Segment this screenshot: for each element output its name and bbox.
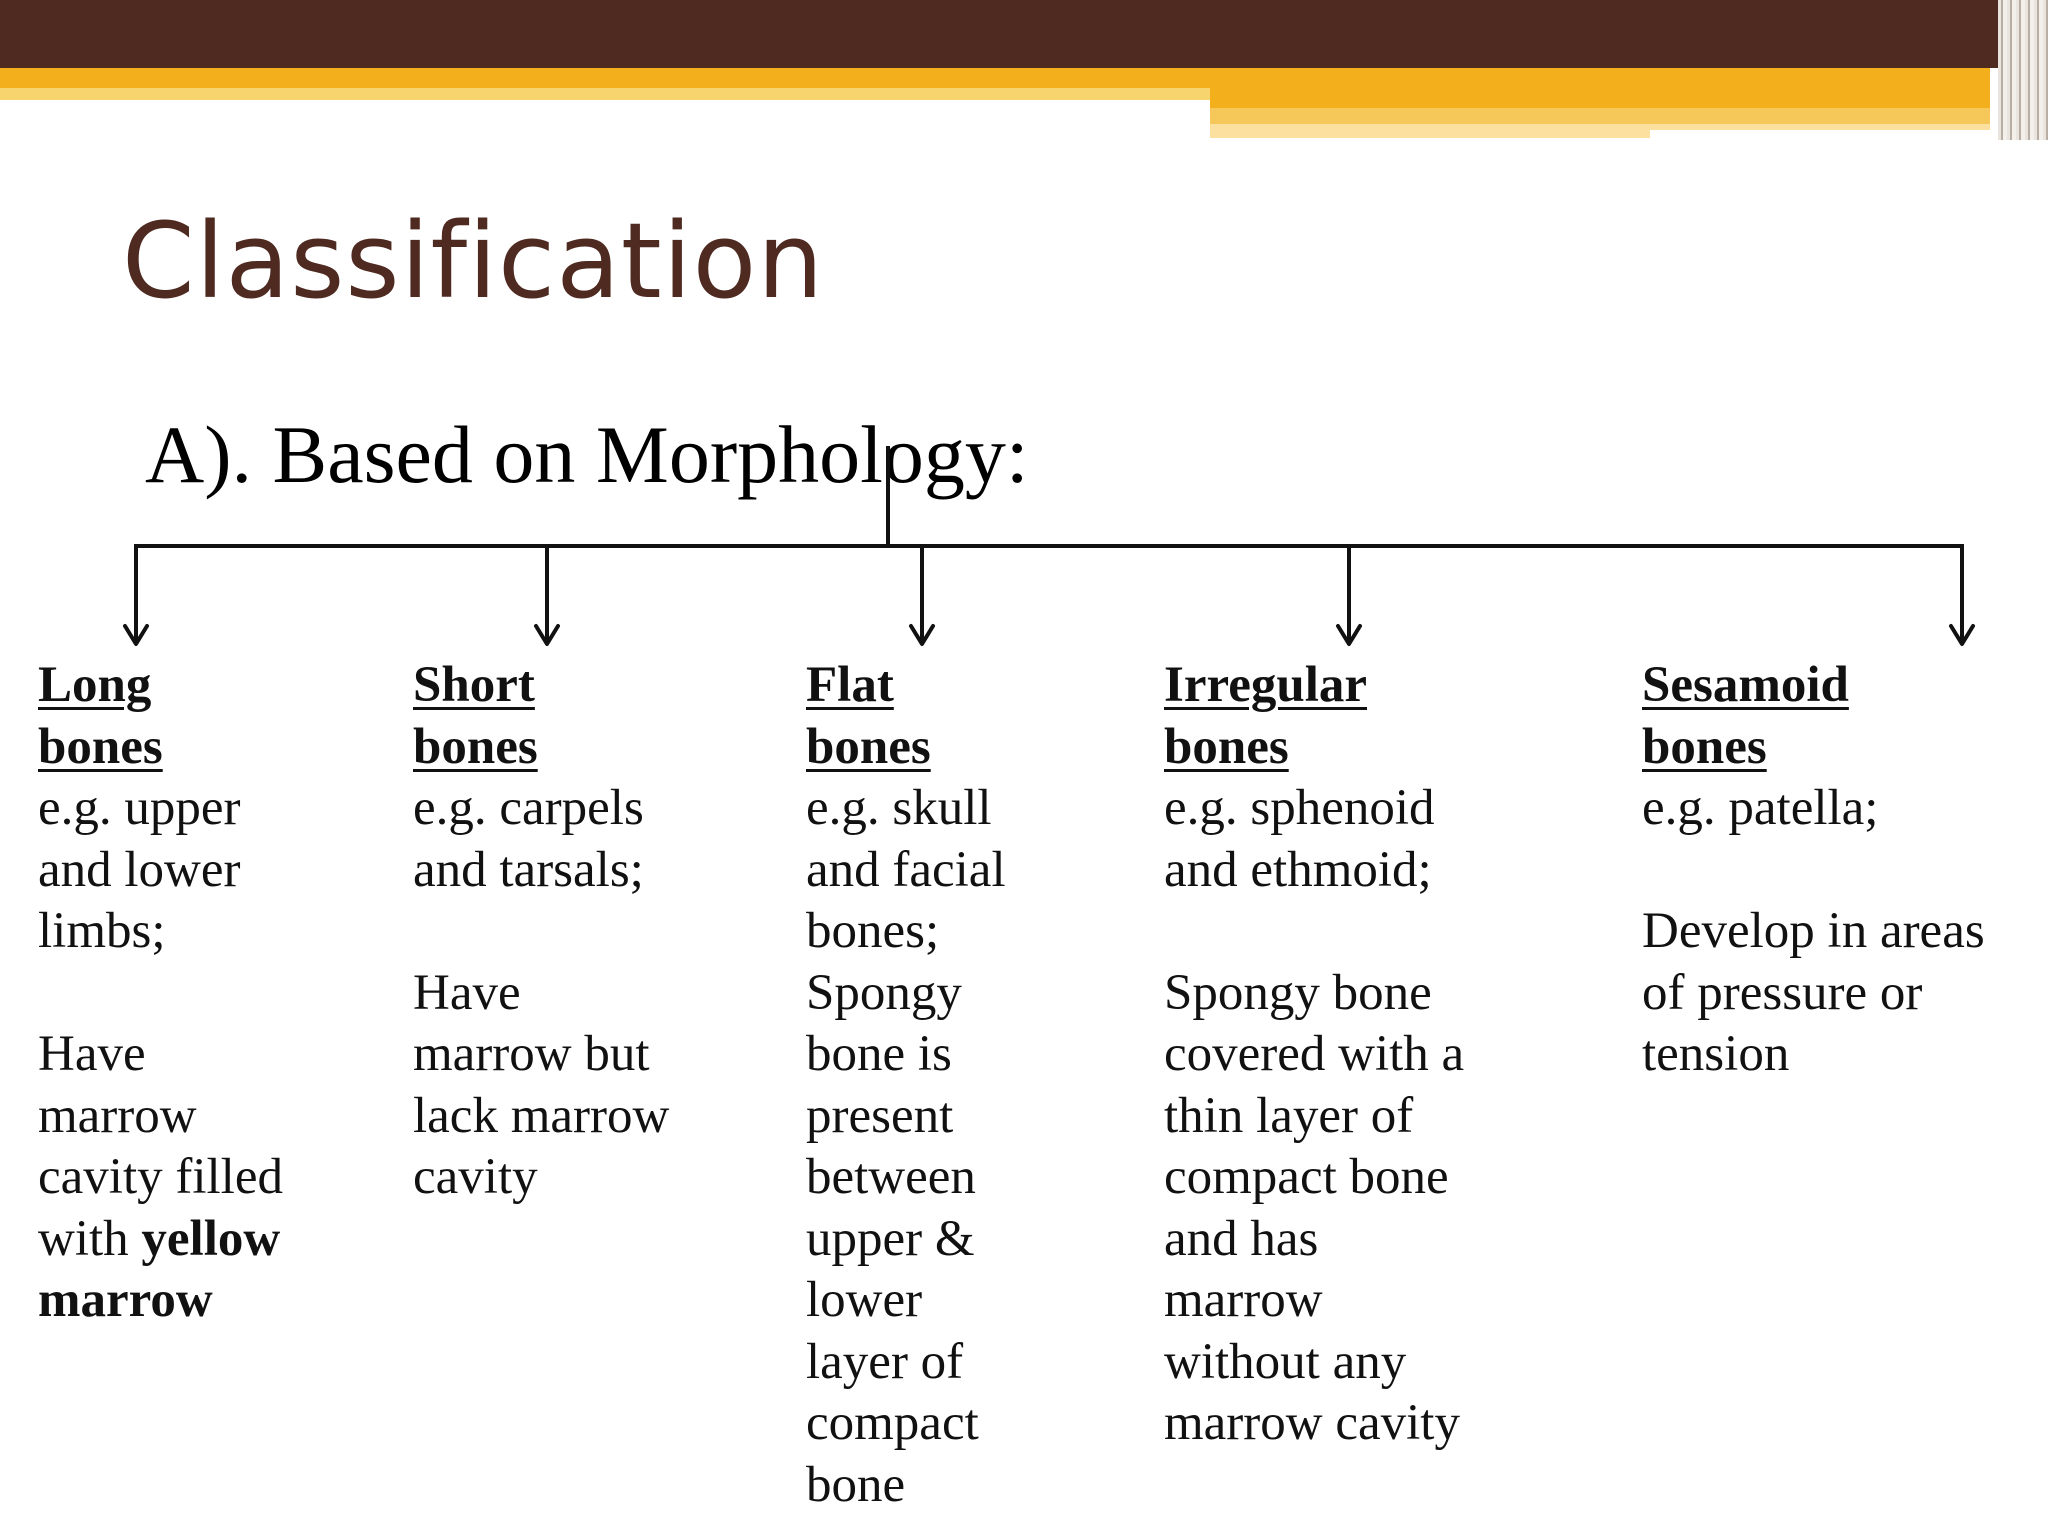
example-line: and ethmoid; xyxy=(1164,841,1432,898)
spacer xyxy=(38,963,368,1025)
example-line: e.g. sphenoid xyxy=(1164,780,1435,836)
description-line: and has xyxy=(1164,1210,1319,1267)
category-heading: Long xyxy=(38,657,152,713)
description-line: covered with a xyxy=(1164,1026,1465,1082)
description-line xyxy=(38,1209,368,1271)
category-heading: bones xyxy=(413,718,538,775)
example-line: e.g. patella; xyxy=(1642,780,1879,836)
category-long-bones xyxy=(38,655,368,1332)
description-line: Spongy xyxy=(806,964,962,1021)
category-heading: Short xyxy=(413,657,535,713)
description-line: compact bone xyxy=(1164,1149,1449,1205)
category-short-bones xyxy=(413,655,743,1209)
description-line: cavity filled xyxy=(38,1149,283,1205)
description-line: layer of xyxy=(806,1333,964,1390)
category-sesamoid-bones xyxy=(1642,655,2042,1086)
category-irregular-bones xyxy=(1164,655,1544,1455)
example-line: and lower xyxy=(38,841,241,898)
example-line: e.g. carpels xyxy=(413,780,644,836)
slide-title: Classification xyxy=(122,200,825,322)
description-line: present xyxy=(806,1087,954,1144)
description-line: marrow but xyxy=(413,1026,650,1082)
description-line: Have xyxy=(413,964,521,1021)
description-line: tension xyxy=(1642,1026,1790,1082)
example-line: bones; xyxy=(806,903,940,959)
category-flat-bones xyxy=(806,655,1106,1516)
spacer xyxy=(1164,901,1544,963)
example-line: e.g. skull xyxy=(806,780,992,836)
description-line: thin layer of xyxy=(1164,1087,1414,1144)
description-line: marrow cavity xyxy=(1164,1395,1460,1451)
description-line xyxy=(38,1270,368,1332)
category-heading: Sesamoid xyxy=(1642,657,1849,713)
description-line: Develop in areas xyxy=(1642,903,1985,959)
category-heading: bones xyxy=(1164,718,1289,775)
example-line: limbs; xyxy=(38,903,166,959)
description-line: upper & xyxy=(806,1210,975,1267)
description-line: of pressure or xyxy=(1642,964,1923,1021)
emphasis-text: marrow xyxy=(38,1272,213,1328)
description-line: bone xyxy=(806,1456,906,1513)
description-line: between xyxy=(806,1149,976,1205)
category-heading: Irregular xyxy=(1164,657,1368,713)
description-line: Have xyxy=(38,1026,146,1082)
example-line: e.g. upper xyxy=(38,780,241,836)
example-line: and facial xyxy=(806,841,1006,898)
category-heading: Flat xyxy=(806,657,894,713)
emphasis-text: yellow xyxy=(141,1210,281,1267)
category-heading: bones xyxy=(1642,718,1767,775)
example-line: and tarsals; xyxy=(413,841,644,898)
description-line: without any xyxy=(1164,1333,1407,1390)
spacer xyxy=(1642,840,2042,902)
description-line: Spongy bone xyxy=(1164,964,1432,1021)
description-line: compact xyxy=(806,1395,979,1451)
category-heading: bones xyxy=(806,718,931,775)
description-text: with xyxy=(38,1210,142,1267)
description-line: lower xyxy=(806,1272,923,1328)
description-line: lack marrow xyxy=(413,1087,670,1144)
description-line: marrow xyxy=(1164,1272,1323,1328)
slide-subtitle: A). Based on Morphology: xyxy=(145,409,1029,500)
description-line: cavity xyxy=(413,1149,538,1205)
spacer xyxy=(413,901,743,963)
category-heading: bones xyxy=(38,718,163,775)
description-line: bone is xyxy=(806,1026,952,1082)
description-line: marrow xyxy=(38,1087,197,1144)
